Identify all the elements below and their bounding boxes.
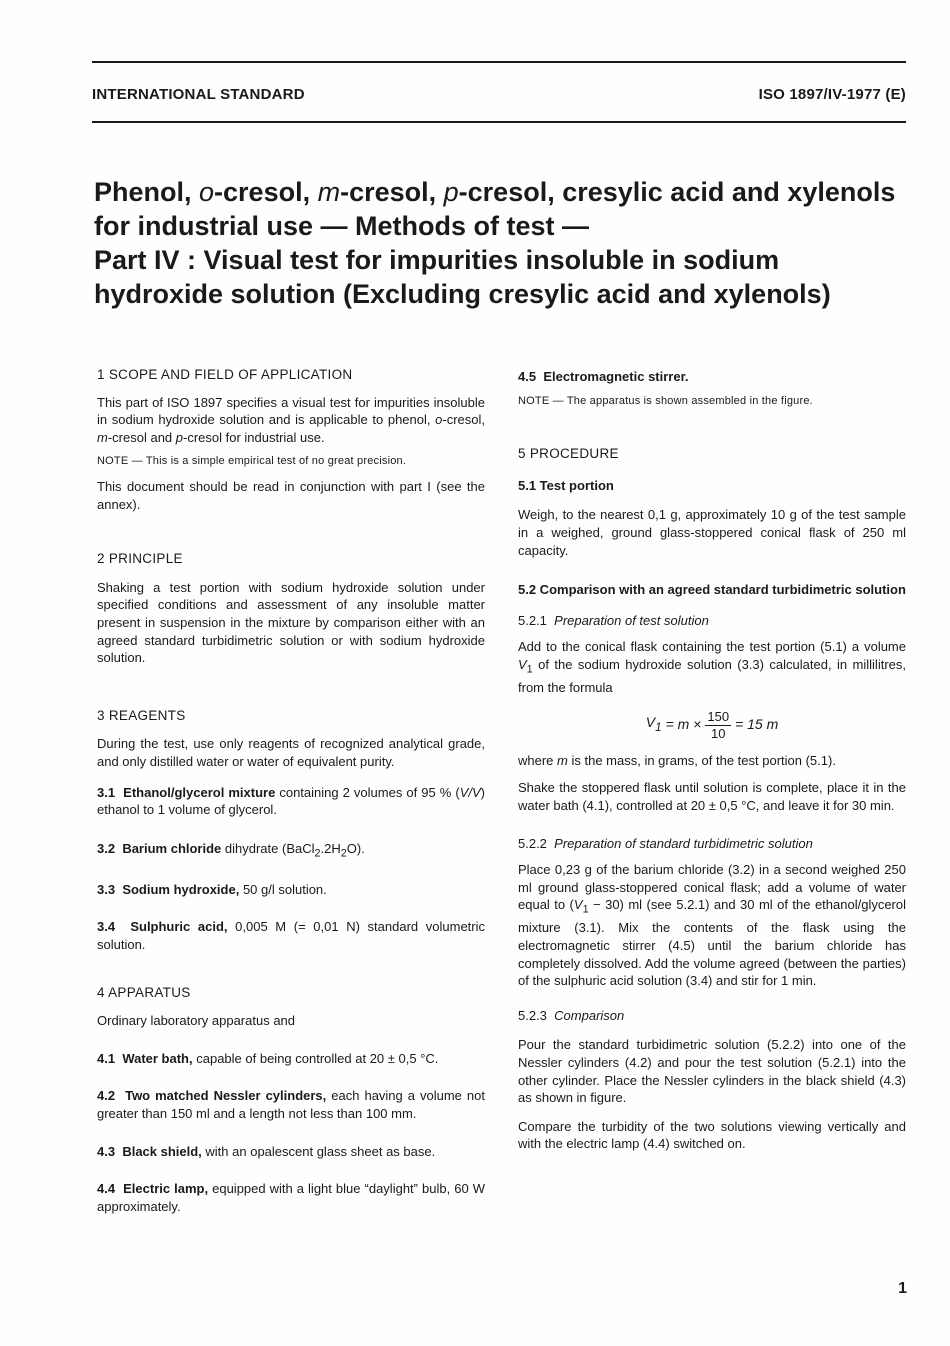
section-3-heading: 3 REAGENTS [97, 707, 186, 723]
section-1-note: NOTE — This is a simple empirical test of no great precision. [97, 455, 407, 468]
volume-formula [518, 709, 906, 742]
apparatus-4-3: 4.3 Black shield, with an opalescent glass sheet as base. [97, 1143, 436, 1159]
section-1-heading: 1 SCOPE AND FIELD OF APPLICATION [97, 367, 353, 382]
title-line-3: Part IV : Visual test for impurities insoluble in sodium [94, 245, 780, 275]
section-3-intro: During the test, use only reagents of recognized analytical grade, and only distilled water or water of equivalent purity. [97, 736, 485, 769]
title-line-1: Phenol, o-cresol, m-cresol, p-cresol, cresylic acid and xylenols [94, 177, 896, 207]
section-5-1-paragraph: Weigh, to the nearest 0,1 g, approximately 10 g of the test sample in a weighed, ground glass-stoppered conical flask of 250 ml capacity. [518, 507, 906, 558]
section-5-heading: 5 PROCEDURE [518, 446, 619, 462]
section-5-2-3-paragraph: Pour the standard turbidimetric solution (5.2.2) into one of the Nessler cylinders (4.2) and pour the test solution (5.2.1) into the other cylinder. Place the Nessler cylinders in the black shield (4.3) as shown in figure. [518, 1037, 906, 1106]
formula-fraction: $\frac{150}{10}$ [707, 708, 730, 741]
right-column [518, 368, 906, 1153]
apparatus-4-2: 4.2 Two matched Nessler cylinders, each having a volume not greater than 150 ml and a length not less than 100 mm. [97, 1088, 485, 1122]
section-4-intro: Ordinary laboratory apparatus and [97, 1013, 296, 1029]
section-5-2-1-heading: 5.2.1 Preparation of test solution [518, 612, 709, 628]
left-column [97, 366, 485, 1215]
section-1-paragraph: This part of ISO 1897 specifies a visual test for impurities insoluble in sodium hydroxide solution and is applicable to phenol, o-cresol, m-cresol and p-cresol for industrial use. [97, 394, 485, 445]
section-2-heading: 2 PRINCIPLE [97, 551, 183, 567]
header-standard-label: INTERNATIONAL STANDARD [92, 86, 305, 103]
apparatus-4-4: 4.4 Electric lamp, equipped with a light blue “daylight” bulb, 60 W approximately. [97, 1181, 485, 1214]
formula-lhs: $V_1$ [645, 714, 662, 734]
document-title [94, 175, 914, 311]
formula-rhs: = 15 m [735, 716, 779, 733]
reagent-3-1: 3.1 Ethanol/glycerol mixture containing 2 volumes of 95 % (V/V) ethanol to 1 volume of glycerol. [97, 784, 485, 818]
formula-where-clause: where m is the mass, in grams, of the test portion (5.1). [518, 752, 836, 768]
formula-middle: = m × [665, 716, 702, 733]
apparatus-4-5: 4.5 Electromagnetic stirrer. [518, 369, 689, 384]
section-5-2-3-paragraph-2: Compare the turbidity of the two solutions viewing vertically and with the electric lamp (4.4) switched on. [518, 1118, 906, 1152]
section-5-2-2-heading: 5.2.2 Preparation of standard turbidimetric solution [518, 835, 813, 851]
shake-paragraph: Shake the stoppered flask until solution is complete, place it in the water bath (4.1), controlled at 20 ± 0,5 °C, and leave it for 30 min. [518, 780, 906, 813]
header-document-number: ISO 1897/IV-1977 (E) [758, 86, 906, 103]
section-4-heading: 4 APPARATUS [97, 984, 191, 1000]
section-5-2-heading: 5.2 Comparison with an agreed standard turbidimetric solution [518, 582, 906, 598]
page-number: 1 [898, 1280, 907, 1297]
section-5-2-3-heading: 5.2.3 Comparison [518, 1007, 625, 1023]
section-2-paragraph: Shaking a test portion with sodium hydroxide solution under specified conditions and assessment of any insoluble matter present in suspension in the mixture by comparison either with an agreed standard turbidimetric solution or with sodium hydroxide solution. [97, 579, 485, 666]
title-line-2: for industrial use — Methods of test — [94, 211, 590, 241]
reagent-3-4: 3.4 Sulphuric acid, 0,005 M (= 0,01 N) standard volumetric solution. [97, 919, 485, 953]
section-5-2-2-paragraph: Place 0,23 g of the barium chloride (3.2) in a second weighed 250 ml ground glass-stoppered conical flask; add a volume of water equal to $(V_1 - 30)$ ml (see 5.2.1) and 30 ml of the ethanol/glycerol mixture (3.1). Mix the contents of the flask using the electromagnetic stirrer (4.5) until the barium chloride has completely dissolved. Add the volume agreed (between the parties) of the sulphuric acid solution (3.4) and stir for 1 min. [518, 862, 907, 989]
title-line-4: hydroxide solution (Excluding cresylic acid and xylenols) [94, 279, 831, 309]
top-rule [92, 61, 906, 63]
reagent-3-2: 3.2 Barium chloride dihydrate $(BaCl_2.2H_2O)$. [97, 840, 365, 860]
section-5-1-heading: 5.1 Test portion [518, 477, 614, 493]
header-rule [92, 121, 906, 123]
section-1-paragraph-2: This document should be read in conjunction with part I (see the annex). [97, 478, 485, 512]
apparatus-4-1: 4.1 Water bath, capable of being controlled at 20 ± 0,5 °C. [97, 1050, 439, 1066]
section-5-2-1-paragraph: Add to the conical flask containing the test portion (5.1) a volume $V_1$ of the sodium hydroxide solution (3.3) calculated, in millilitres, from the formula [518, 639, 906, 696]
apparatus-note: NOTE — The apparatus is shown assembled in the figure. [518, 394, 813, 407]
reagent-3-3: 3.3 Sodium hydroxide, 50 g/l solution. [97, 881, 327, 897]
